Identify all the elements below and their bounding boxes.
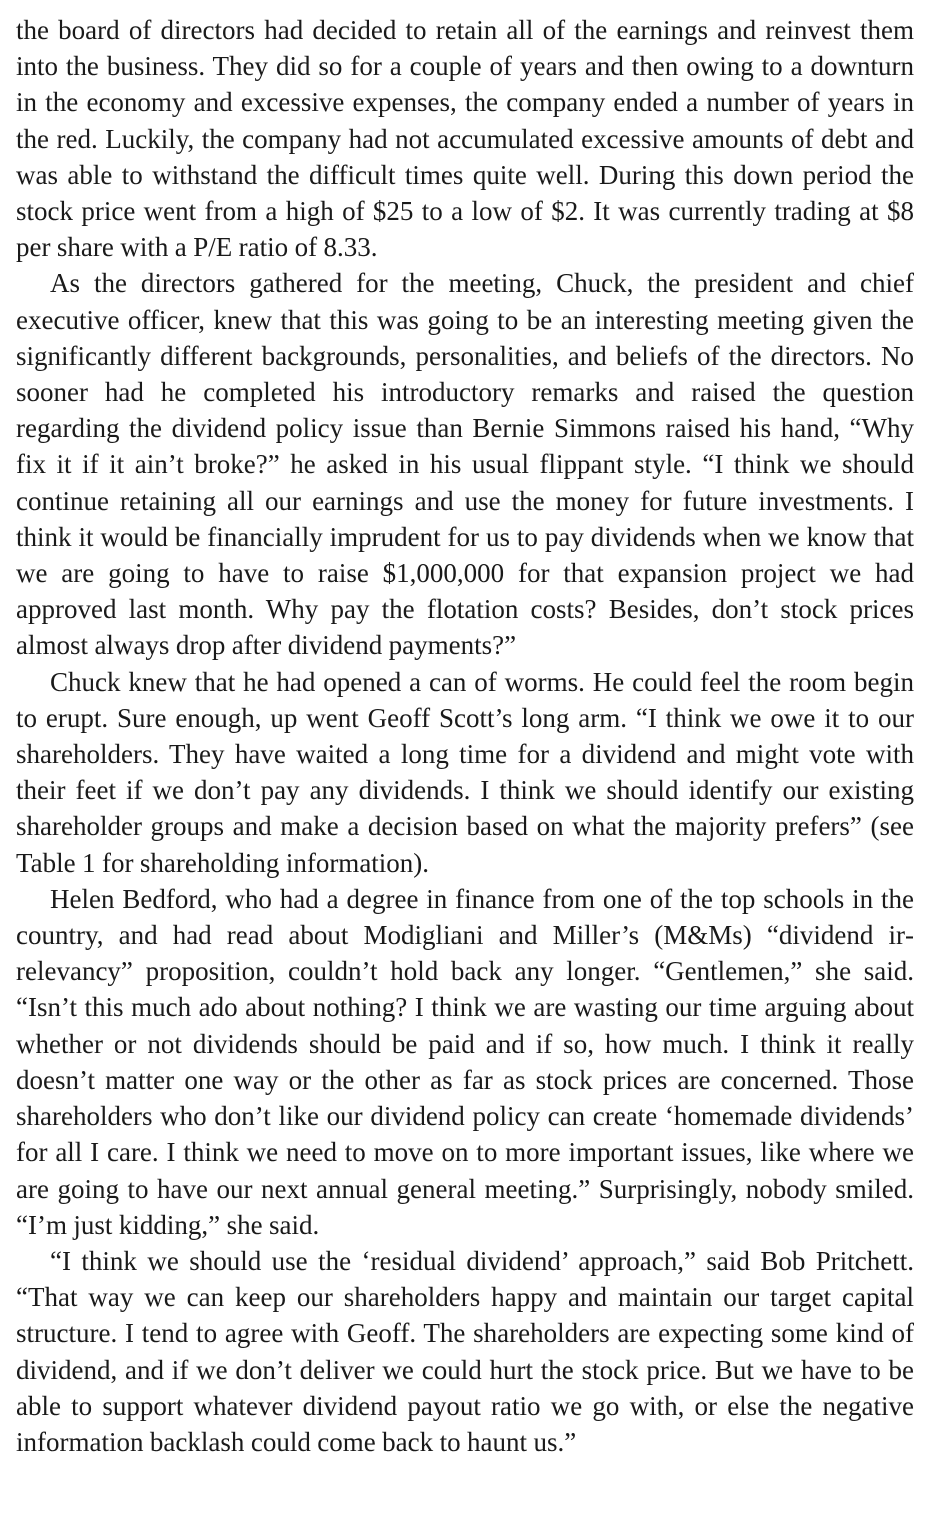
paragraph-retained-earnings: the board of directors had decided to retain all of the earnings and reinvest them into the business. They did so for a couple of years and then owing to a downturn in the economy and excessive expenses, the company ended a number of years in the red. Luckily, the company had not accumulated excessive amounts of debt and was able to withstand the difficult times quite well. During this down period the stock price went from a high of $25 to a low of $2. It was currently trading at $8 per share with a P/E ratio of 8.33.: [16, 15, 914, 263]
document-page: [16, 12, 914, 1460]
paragraph-bernie-simmons: As the directors gathered for the meeting, Chuck, the president and chief executive officer, knew that this was going to be an interesting meeting given the significantly different backgrounds, personalities, and beliefs of the directors. No sooner had he completed his introductory remarks and raised the question regarding the dividend policy issue than Bernie Simmons raised his hand, “Why fix it if it ain’t broke?” he asked in his usual flippant style. “I think we should continue retaining all our earnings and use the money for future investments. I think it would be financially imprudent for us to pay dividends when we know that we are going to have to raise $1,000,000 for that expansion project we had approved last month. Why pay the flotation costs? Besides, don’t stock prices almost always drop after dividend payments?”: [16, 268, 914, 661]
paragraph-geoff-scott: Chuck knew that he had opened a can of worms. He could feel the room begin to erupt. Sure enough, up went Geoff Scott’s long arm. “I think we owe it to our shareholders. They have waited a long time for a dividend and might vote with their feet if we don’t pay any dividends. I think we should identify our existing shareholder groups and make a decision based on what the majority prefers” (see Table 1 for shareholding information).: [16, 666, 914, 878]
paragraph-bob-pritchett: “I think we should use the ‘residual dividend’ approach,” said Bob Pritchett. “That way we can keep our shareholders happy and maintain our target capital structure. I tend to agree with Geoff. The shareholders are expecting some kind of dividend, and if we don’t deliver we could hurt the stock price. But we have to be able to support whatever dividend payout ratio we go with, or else the negative information backlash could come back to haunt us.”: [16, 1245, 914, 1457]
paragraph-helen-bedford: Helen Bedford, who had a degree in finance from one of the top schools in the country, and had read about Modigliani and Miller’s (M&Ms) “dividend irrelevancy” proposition, couldn’t hold back any longer. “Gentlemen,” she said. “Isn’t this much ado about nothing? I think we are wasting our time arguing about whether or not dividends should be paid and if so, how much. I think it really doesn’t matter one way or the other as far as stock prices are concerned. Those shareholders who don’t like our dividend policy can create ‘homemade dividends’ for all I care. I think we need to move on to more important issues, like where we are going to have our next annual general meeting.” Surprisingly, nobody smiled. “I’m just kidding,” she said.: [16, 883, 914, 1240]
